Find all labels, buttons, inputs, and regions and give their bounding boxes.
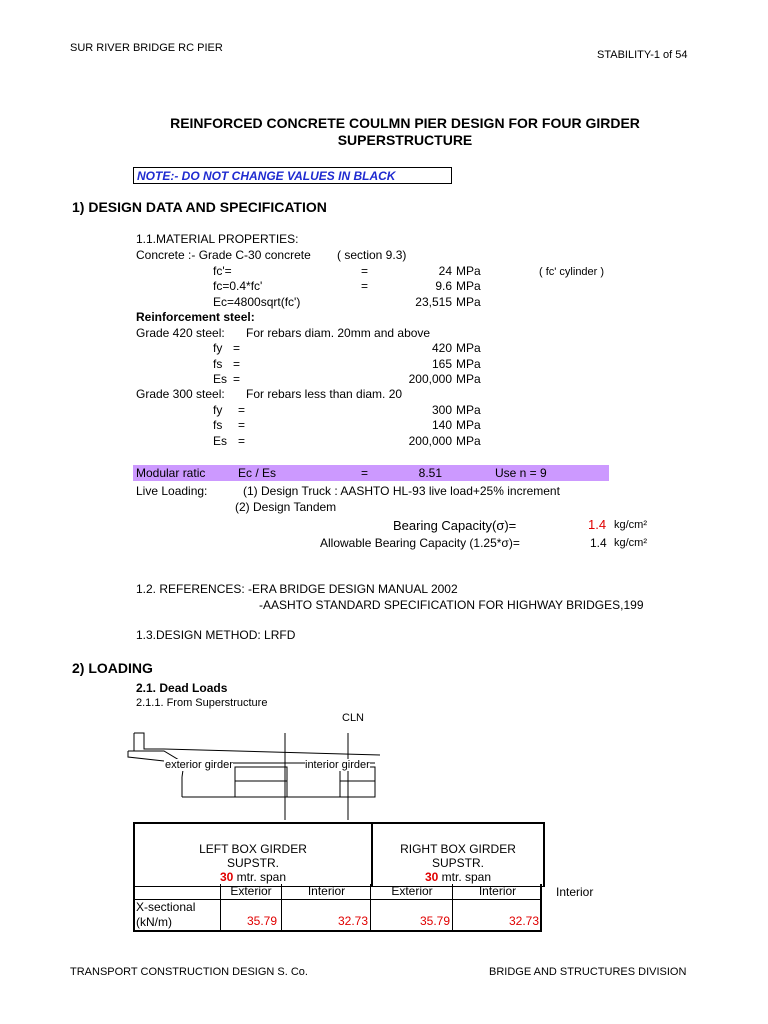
col-left-interior: Interior bbox=[281, 884, 371, 900]
interior-girder-label: interior girder bbox=[305, 759, 370, 771]
dead-loads-heading: 2.1. Dead Loads bbox=[136, 681, 228, 695]
g300-es-eq: = bbox=[238, 434, 246, 448]
g300-fs-unit: MPa bbox=[456, 418, 481, 432]
grade300-desc: For rebars less than diam. 20 bbox=[246, 387, 403, 401]
modular-eq: = bbox=[361, 466, 369, 480]
g420-es-eq: = bbox=[233, 372, 241, 386]
references-line1: 1.2. REFERENCES: -ERA BRIDGE DESIGN MANUAL 2002 bbox=[136, 582, 458, 596]
fc-note: ( fc' cylinder ) bbox=[539, 266, 605, 278]
fc-label: fc'= bbox=[213, 264, 232, 278]
bearing-value: 1.4 bbox=[588, 517, 607, 532]
g420-fs-value: 165 bbox=[431, 357, 452, 371]
g300-fy-value: 300 bbox=[431, 403, 452, 417]
live-loading-label: Live Loading: bbox=[136, 484, 208, 498]
right-girder-title1: RIGHT BOX GIRDER bbox=[400, 841, 516, 856]
ec-unit: MPa bbox=[456, 295, 481, 309]
exterior-girder-label: exterior girder bbox=[165, 759, 233, 771]
left-girder-title2: SUPSTR. bbox=[226, 855, 279, 870]
g420-fy-unit: MPa bbox=[456, 341, 481, 355]
fc-eq: = bbox=[361, 264, 369, 278]
live-loading-item1: (1) Design Truck : AASHTO HL-93 live load+25% increment bbox=[243, 484, 560, 498]
doc-title-line1: REINFORCED CONCRETE COULMN PIER DESIGN FOR FOUR GIRDER bbox=[170, 115, 640, 131]
modular-formula: Ec / Es bbox=[238, 466, 277, 480]
modular-value: 8.51 bbox=[418, 466, 442, 480]
concrete-grade: Concrete :- Grade C-30 concrete bbox=[136, 248, 311, 262]
ec-value: 23,515 bbox=[415, 295, 452, 309]
girder-section-diagram bbox=[120, 725, 390, 825]
bearing-label: Bearing Capacity(σ)= bbox=[393, 518, 517, 533]
fc-value: 24 bbox=[438, 264, 452, 278]
g300-fs-label: fs bbox=[213, 418, 223, 432]
g420-fy-value: 420 bbox=[431, 341, 452, 355]
grade420-label: Grade 420 steel: bbox=[136, 326, 225, 340]
g420-es-unit: MPa bbox=[456, 372, 481, 386]
left-span-value: 30 bbox=[219, 869, 234, 884]
fc-unit: MPa bbox=[456, 264, 481, 278]
bearing-unit: kg/cm² bbox=[614, 519, 647, 531]
modular-use: Use n = 9 bbox=[495, 466, 547, 480]
left-girder-title1: LEFT BOX GIRDER bbox=[199, 841, 307, 856]
from-superstructure: 2.1.1. From Superstructure bbox=[136, 697, 268, 709]
g300-fy-eq: = bbox=[238, 403, 246, 417]
note-box bbox=[133, 167, 452, 184]
doc-title-line2: SUPERSTRUCTURE bbox=[337, 132, 473, 148]
value-right-interior: 32.73 bbox=[452, 899, 542, 930]
col-right-interior: Interior bbox=[452, 884, 542, 900]
g300-fs-eq: = bbox=[238, 418, 246, 432]
grade300-label: Grade 300 steel: bbox=[136, 387, 225, 401]
fc04-unit: MPa bbox=[456, 279, 481, 293]
ec-label: Ec=4800sqrt(fc') bbox=[213, 295, 301, 309]
g420-es-label: Es bbox=[213, 372, 228, 386]
footer-right: BRIDGE AND STRUCTURES DIVISION bbox=[489, 966, 687, 978]
live-loading-item2: (2) Design Tandem bbox=[235, 500, 337, 514]
right-girder-header bbox=[372, 823, 544, 886]
row-label-line2: (kN/m) bbox=[136, 915, 172, 929]
g300-es-unit: MPa bbox=[456, 434, 481, 448]
g300-fy-unit: MPa bbox=[456, 403, 481, 417]
g420-fs-unit: MPa bbox=[456, 357, 481, 371]
row-label-line1: X-sectional bbox=[136, 900, 196, 914]
reinforcement-heading: Reinforcement steel: bbox=[136, 310, 255, 324]
allowable-unit: kg/cm² bbox=[614, 537, 647, 549]
value-left-interior: 32.73 bbox=[281, 899, 371, 930]
concrete-ref: ( section 9.3) bbox=[337, 248, 407, 262]
header-right: STABILITY-1 of 54 bbox=[597, 49, 688, 61]
allowable-value: 1.4 bbox=[590, 536, 607, 550]
section2-heading: 2) LOADING bbox=[72, 660, 153, 676]
g420-fy-label: fy bbox=[213, 341, 223, 355]
right-span-unit: mtr. span bbox=[441, 869, 492, 884]
g300-fs-value: 140 bbox=[431, 418, 452, 432]
dead-load-table bbox=[133, 822, 545, 887]
right-span-value: 30 bbox=[424, 869, 439, 884]
left-girder-header bbox=[134, 823, 372, 886]
col-left-exterior: Exterior bbox=[220, 884, 281, 900]
g300-es-label: Es bbox=[213, 434, 228, 448]
cln-label: CLN bbox=[342, 712, 365, 724]
section1-heading: 1) DESIGN DATA AND SPECIFICATION bbox=[72, 199, 327, 215]
fc04-eq: = bbox=[361, 279, 369, 293]
outside-interior-label: Interior bbox=[556, 885, 594, 899]
header-left: SUR RIVER BRIDGE RC PIER bbox=[70, 42, 223, 54]
note-text: NOTE:- DO NOT CHANGE VALUES IN BLACK bbox=[137, 169, 396, 183]
g300-fy-label: fy bbox=[213, 403, 223, 417]
g420-fs-label: fs bbox=[213, 357, 223, 371]
left-span-unit: mtr. span bbox=[236, 869, 287, 884]
grade420-desc: For rebars diam. 20mm and above bbox=[246, 326, 431, 340]
value-right-exterior: 35.79 bbox=[370, 899, 453, 930]
modular-label: Modular ratic bbox=[136, 466, 206, 480]
material-heading: 1.1.MATERIAL PROPERTIES: bbox=[136, 232, 299, 246]
g420-fy-eq: = bbox=[233, 341, 241, 355]
references-line2: -AASHTO STANDARD SPECIFICATION FOR HIGHWAY BRIDGES,199 bbox=[259, 598, 644, 612]
allowable-label: Allowable Bearing Capacity (1.25*σ)= bbox=[320, 536, 520, 550]
g420-es-value: 200,000 bbox=[408, 372, 452, 386]
col-right-exterior: Exterior bbox=[370, 884, 453, 900]
right-girder-title2: SUPSTR. bbox=[431, 855, 484, 870]
fc04-value: 9.6 bbox=[435, 279, 452, 293]
fc04-label: fc=0.4*fc' bbox=[213, 279, 263, 293]
design-method: 1.3.DESIGN METHOD: LRFD bbox=[136, 628, 296, 642]
footer-left: TRANSPORT CONSTRUCTION DESIGN S. Co. bbox=[70, 966, 308, 978]
g420-fs-eq: = bbox=[233, 357, 241, 371]
value-left-exterior: 35.79 bbox=[220, 899, 281, 930]
g300-es-value: 200,000 bbox=[408, 434, 452, 448]
